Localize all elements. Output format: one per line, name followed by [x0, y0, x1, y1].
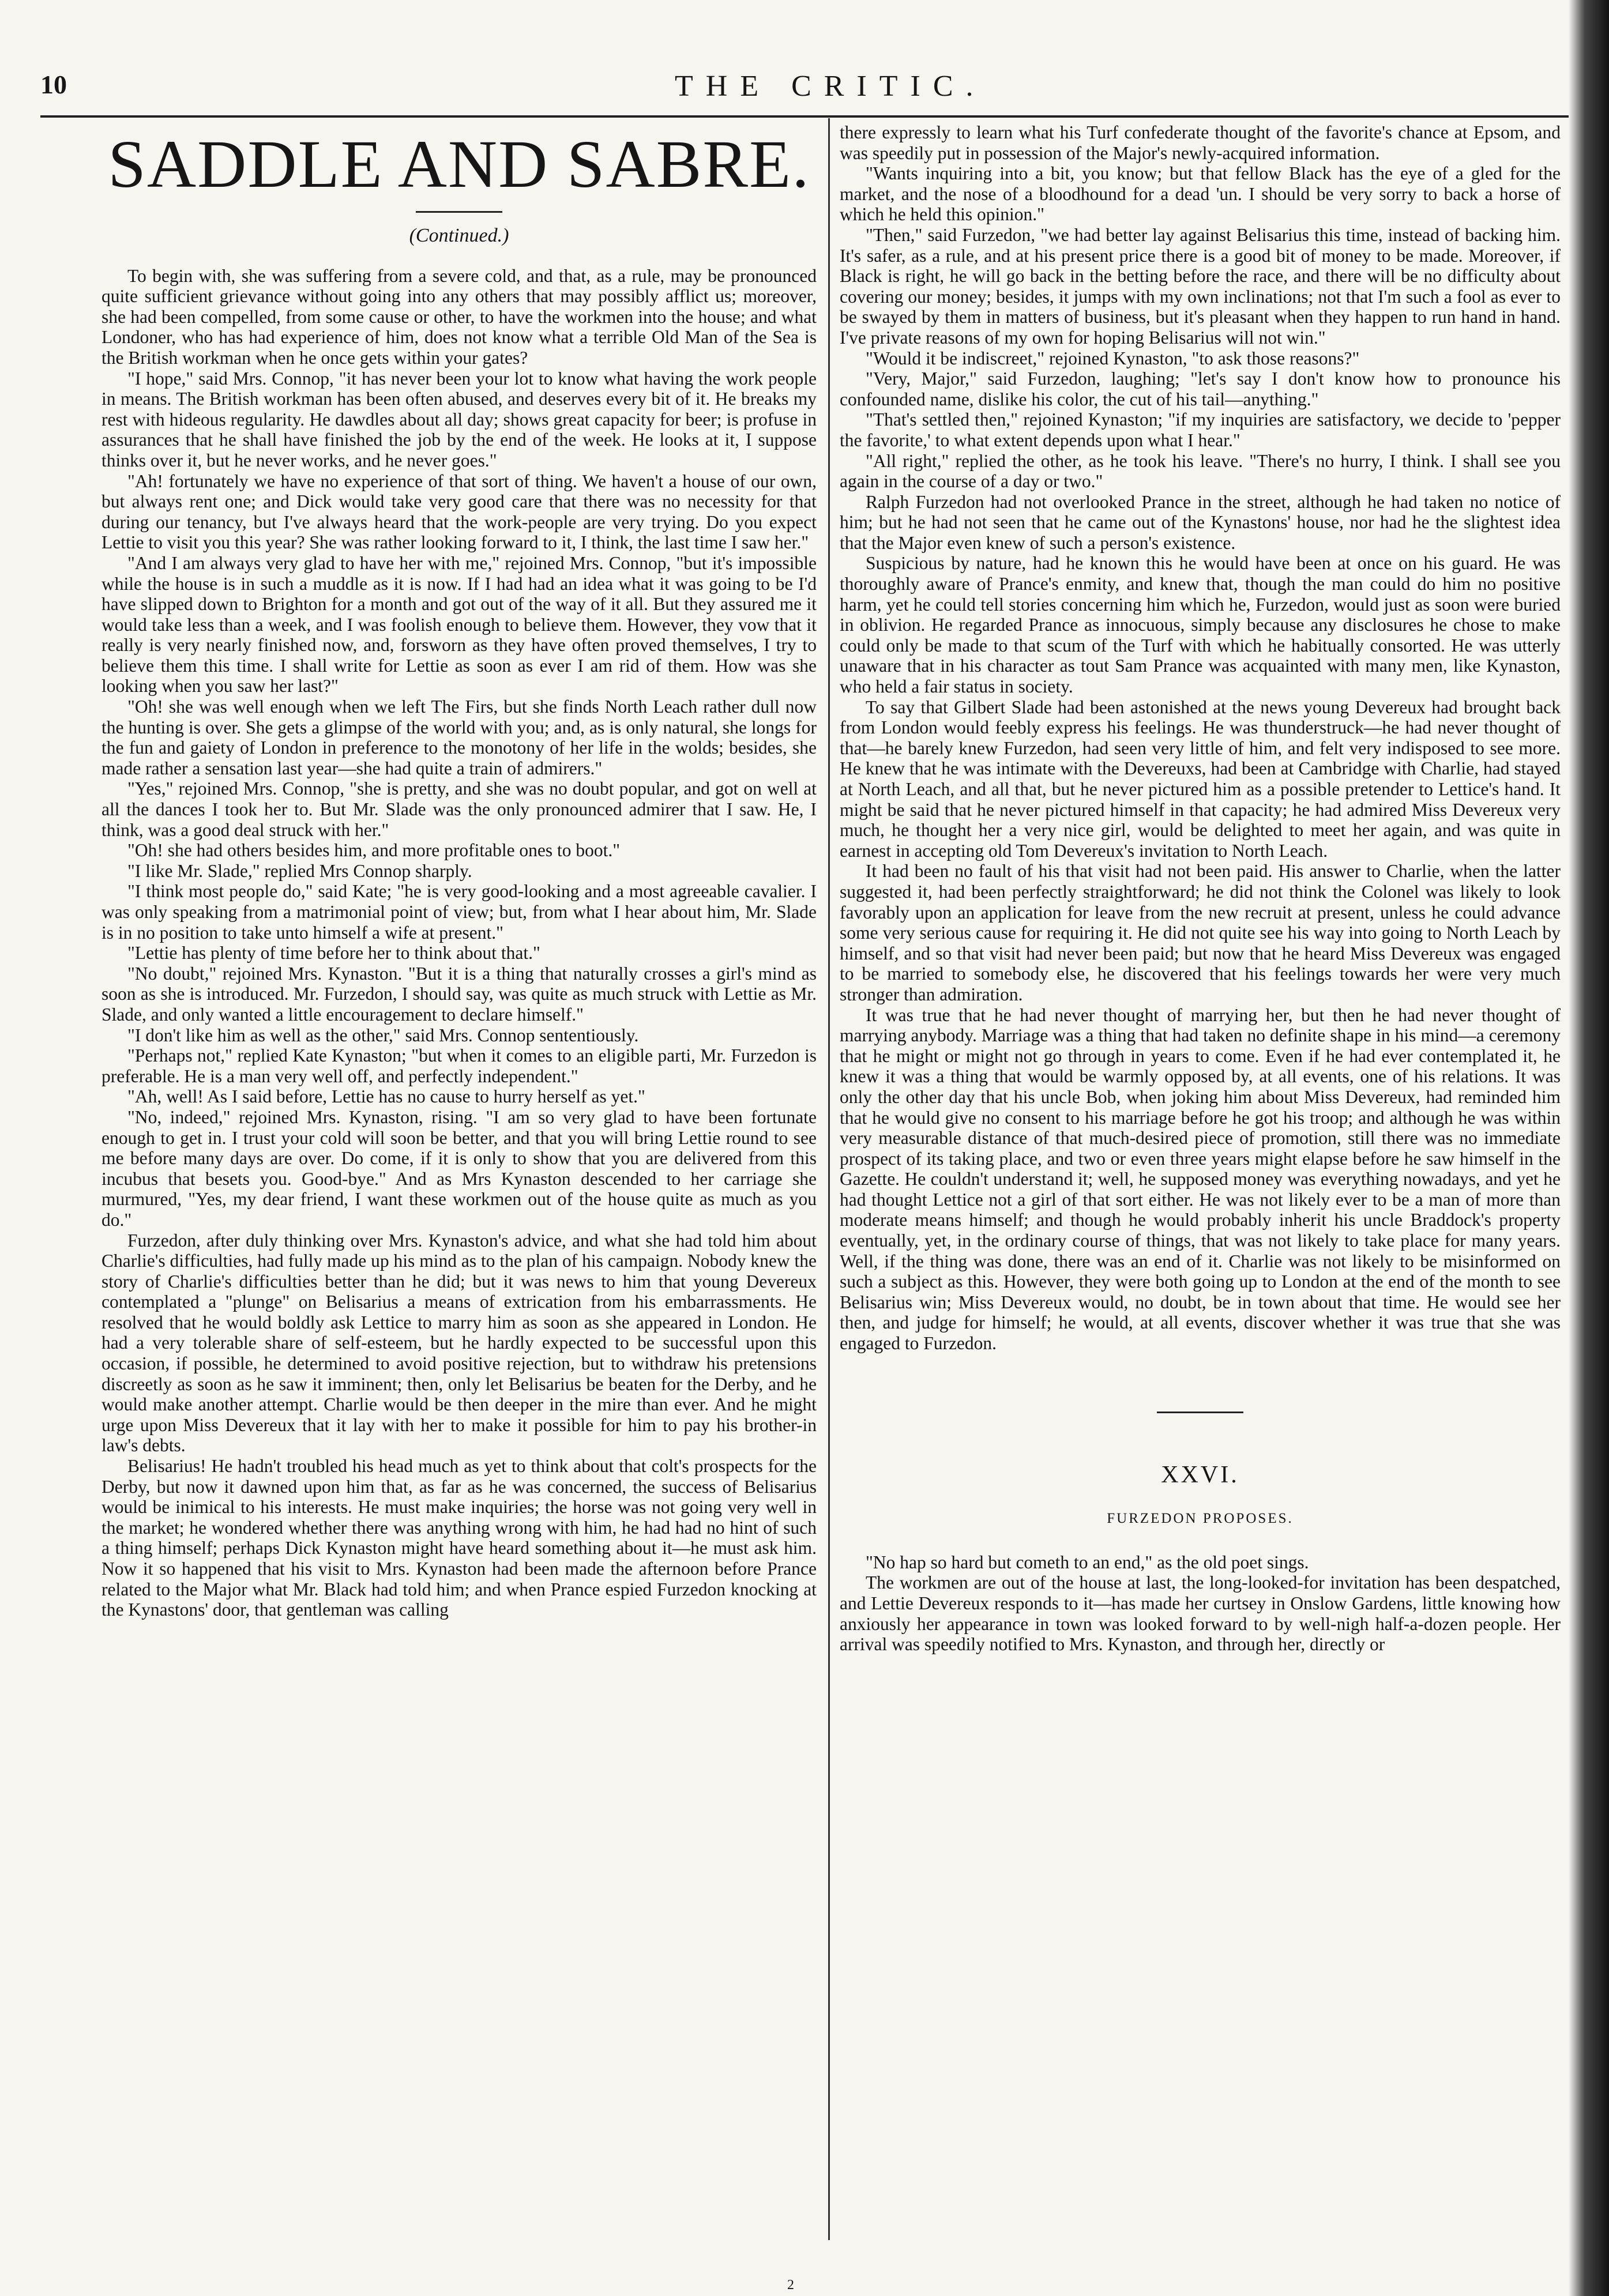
paragraph: The workmen are out of the house at last, the long-looked-for invitation has been despatched, and Lettie Devereux responds to it—has made her curtsey in Onslow Gardens, little knowing how anxiously her appearance in town was looked forward to by well-nigh half-a-dozen people. Her arrival was speedily notified to Mrs. Kynaston, and through her, directly or: [840, 1572, 1561, 1655]
header-rule: [40, 115, 1574, 118]
paragraph: "And I am always very glad to have her with me," rejoined Mrs. Connop, "but it's impossible while the house is in such a muddle as it is now. If I had had an idea what it was going to be I'd have slipped down to Brighton for a month and got out of the way of it all. But they assured me it would take less than a week, and I was foolish enough to believe them. However, they vow that it really is very nearly finished now, and, forsworn as they have often proved themselves, I try to believe them this time. I shall write for Lettie as soon as ever I am rid of them. How was she looking when you saw her last?": [101, 552, 817, 697]
paragraph: To say that Gilbert Slade had been astonished at the news young Devereux had brought back from London would feebly express his feelings. He was thunderstruck—he had never thought of that—he barely knew Furzedon, had seen very little of him, and felt very indisposed to see more. He knew that he was intimate with the Devereuxs, had been at Cambridge with Charlie, had stayed at North Leach, and all that, but he never pictured him as a possible pretender to Lettice's hand. It might be said that he never pictured himself in that capacity; he had admired Miss Devereux very much, he thought her a very nice girl, would be delighted to meet her again, and was quite in earnest in accepting old Tom Devereux's invitation to North Leach.: [840, 697, 1561, 861]
paragraph: "Lettie has plenty of time before her to think about that.": [127, 943, 540, 963]
page-header: [40, 69, 1574, 115]
left-column: [101, 122, 817, 1620]
paragraph: Belisarius! He hadn't troubled his head much as yet to think about that colt's prospects for the Derby, but now it dawned upon him that, as far as he was concerned, the success of Belisarius would be inimical to his interests. He must make inquiries; the horse was not going very well in the market; he wondered whether there was anything wrong with him, he had had no hint of such a thing himself; perhaps Dick Kynaston might have heard something about it—he must ask him. Now it so happened that his visit to Mrs. Kynaston had been made the afternoon before Prance related to the Major what Mr. Black had told him; and when Prance espied Furzedon knocking at the Kynastons' door, that gentleman was calling: [101, 1456, 817, 1620]
paragraph: Ralph Furzedon had not overlooked Prance in the street, although he had taken no notice of him; but he had not seen that he came out of the Kynastons' house, nor had he the slightest idea that the Major even knew of such a person's existence.: [840, 491, 1561, 553]
paragraph: "I think most people do," said Kate; "he is very good-looking and a most agreeable cavalier. I was only speaking from a matrimonial point of view; but, from what I hear about him, Mr. Slade is in no position to take unto himself a wife at present.": [101, 881, 817, 943]
paragraph: "I like Mr. Slade," replied Mrs Connop sharply.: [127, 860, 472, 881]
paragraph: "No, indeed," rejoined Mrs. Kynaston, rising. "I am so very glad to have been fortunate enough to get in. I trust your cold will soon be better, and that you will bring Lettie round to see me before many days are over. Do come, if it is only to show that you are delivered from this incubus that besets you. Good-bye." And as Mrs Kynaston descended to her carriage she murmured, "Yes, my dear friend, I want these workmen out of the house quite as much as you do.": [101, 1106, 817, 1230]
paragraph: "All right," replied the other, as he took his leave. "There's no hurry, I think. I shall see you again in the course of a day or two.": [840, 450, 1561, 492]
continued-note: (Continued.): [409, 225, 509, 246]
page-number: 10: [40, 70, 67, 99]
paragraph: "Yes," rejoined Mrs. Connop, "she is pretty, and she was no doubt popular, and got on well at all the dances I took her to. But Mr. Slade was the only pronounced admirer that I saw. He, I think, was a good deal struck with her.": [101, 778, 817, 840]
binding-edge-shadow: [1569, 0, 1609, 2296]
paragraph: "Wants inquiring into a bit, you know; but that fellow Black has the eye of a gled for the market, and the nose of a bloodhound for a dead 'un. I should be very sorry to back a horse of which he held this opinion.": [840, 163, 1561, 225]
paragraph: "Oh! she was well enough when we left The Firs, but she finds North Leach rather dull now the hunting is over. She gets a glimpse of the world with you; and, as is only natural, she longs for the fun and gaiety of London in preference to the monotony of her life in the wolds; besides, she made rather a sensation last year—she had quite a train of admirers.": [101, 697, 817, 778]
paragraph: Suspicious by nature, had he known this he would have been at once on his guard. He was thoroughly aware of Prance's enmity, and knew that, though the man could do him no positive harm, yet he could tell stories concerning him which he, Furzedon, would just as soon were buried in oblivion. He regarded Prance as innocuous, simply because any disclosures he chose to make could only be made to that scum of the Turf with which he habitually consorted. He was utterly unaware that in his character as tout Sam Prance was acquainted with many men, like Kynaston, who held a fair status in society.: [840, 553, 1561, 697]
chapter-number: XXVI.: [1161, 1461, 1239, 1488]
paragraph: "Would it be indiscreet," rejoined Kynaston, "to ask those reasons?": [866, 348, 1360, 368]
running-title: THE CRITIC.: [675, 70, 986, 103]
paragraph: "Oh! she had others besides him, and more profitable ones to boot.": [127, 840, 621, 861]
paragraph: "Very, Major," said Furzedon, laughing; "let's say I don't know how to pronounce his confounded name, dislike his color, the cut of his tail—anything.": [840, 368, 1561, 409]
column-divider: [828, 118, 830, 2240]
right-column: [840, 122, 1561, 1655]
article-title: SADDLE AND SABRE.: [108, 126, 810, 202]
paragraph: It was true that he had never thought of marrying her, but then he had never thought of marrying anybody. Marriage was a thing that had taken no definite shape in his mind—a ceremony that he might or might not go through in years to come. Even if he had ever contemplated it, he knew it was a thing that would be warmly opposed by, at all events, one of his relations. It was only the other day that his uncle Bob, when joking him about Miss Devereux, had reminded him that he would give no consent to his marriage before he got his troop; and although he was within very measurable distance of that much-desired piece of promotion, still there was no immediate prospect of its taking place, and two or even three years might elapse before he saw himself in the Gazette. He couldn't understand it; well, he supposed money was everything nowadays, and yet he had thought Lettice not a girl of that sort either. He was not likely ever to be a man of more than moderate means himself; and though he would probably inherit his uncle Braddock's property eventually, yet, in the ordinary course of things, that was not likely to take place for many years. Well, if the thing was done, there was an end of it. Charlie was not likely to be misinformed on such a subject as this. However, they were both going up to London at the end of the month to see Belisarius win; Miss Devereux would, no doubt, be in town about that time. He would see her then, and judge for himself; he would, at all events, discover whether it was true that she was engaged to Furzedon.: [840, 1004, 1561, 1354]
chapter-title: FURZEDON PROPOSES.: [1107, 1511, 1294, 1527]
paragraph: To begin with, she was suffering from a severe cold, and that, as a rule, may be pronounced quite sufficient grievance without going into any others that may possibly afflict us; moreover, she had been compelled, from some cause or other, to have the workmen into the house; and what Londoner, who has had experience of him, does not know what a terrible Old Man of the Sea is the British workman when he once gets within your gates?: [101, 265, 817, 368]
title-rule: [416, 211, 502, 213]
signature-mark: 2: [787, 2278, 794, 2293]
paragraph: "No doubt," rejoined Mrs. Kynaston. "But it is a thing that naturally crosses a girl's mind as soon as she is introduced. Mr. Furzedon, I should say, was quite as much struck with Lettie as Mr. Slade, and only wanted a little encouragement to declare himself.": [101, 963, 817, 1025]
paragraph: "I hope," said Mrs. Connop, "it has never been your lot to know what having the work people in means. The British workman has been often abused, and deserves every bit of it. He breaks my rest with hideous regularity. He dawdles about all day; shows great capacity for beer; is profuse in assurances that he shall have finished the job by the end of the week. He looks at it, I suppose thinks over it, but he never works, and he never goes.": [101, 368, 817, 471]
paragraph: "I don't like him as well as the other," said Mrs. Connop sententiously.: [127, 1025, 639, 1045]
section-rule: [1157, 1412, 1243, 1413]
paragraph: there expressly to learn what his Turf confederate thought of the favorite's chance at Epsom, and was speedily put in possession of the Major's newly-acquired information.: [840, 122, 1561, 163]
paragraph: Furzedon, after duly thinking over Mrs. Kynaston's advice, and what she had told him about Charlie's difficulties, had fully made up his mind as to the plan of his campaign. Nobody knew the story of Charlie's difficulties better than he did; but it was news to him that young Devereux contemplated a "plunge" on Belisarius a means of extrication from his embarrassments. He resolved that he would boldly ask Lettice to marry him as soon as she appeared in London. He had a very tolerable share of self-esteem, but he hardly expected to be successful upon this occasion, if possible, he determined to avoid positive rejection, but to withdraw his pretensions discreetly as soon as he saw it imminent; then, only let Belisarius be beaten for the Derby, and he would make another attempt. Charlie would be then deeper in the mire than ever. And he might urge upon Miss Devereux that it lay with her to make it possible for him to pay his brother-in law's debts.: [101, 1230, 817, 1456]
paragraph: "Ah, well! As I said before, Lettie has no cause to hurry herself as yet.": [127, 1086, 645, 1107]
paragraph: "Ah! fortunately we have no experience of that sort of thing. We haven't a house of our own, but always rent one; and Dick would take very good care that there was no necessity for that during our tenancy, but I've always heard that the work-people are very trying. Do you expect Lettie to visit you this year? She was rather looking forward to it, I think, the last time I saw her.": [101, 471, 817, 553]
paragraph: "Then," said Furzedon, "we had better lay against Belisarius this time, instead of backing him. It's safer, as a rule, and at his present price there is a good bit of money to be made. Moreover, if Black is right, he will go back in the betting before the race, and there will be no difficulty about covering our money; besides, it jumps with my own inclinations; not that I'm such a fool as ever to be swayed by them in matters of business, but it's pleasant when they happen to run hand in hand. I've private reasons of my own for hoping Belisarius will not win.": [840, 224, 1561, 348]
paragraph: "No hap so hard but cometh to an end," as the old poet sings.: [866, 1552, 1309, 1572]
paragraph: "That's settled then," rejoined Kynaston; "if my inquiries are satisfactory, we decide to 'pepper the favorite,' to what extent depends upon what I hear.": [840, 409, 1561, 450]
paragraph: It had been no fault of his that visit had not been paid. His answer to Charlie, when the latter suggested it, had been perfectly straightforward; he did not think the Colonel was likely to look favorably upon an application for leave from the new recruit at present, unless he could advance some very serious cause for requiring it. He did not quite see his way into going to North Leach by himself, and so that visit had never been paid; but now that he heard Miss Devereux was engaged to be married to somebody else, he discovered that his feelings towards her were very much stronger than admiration.: [840, 861, 1561, 1004]
paragraph: "Perhaps not," replied Kate Kynaston; "but when it comes to an eligible parti, Mr. Furzedon is preferable. He is a man very well off, and perfectly independent.": [101, 1045, 817, 1086]
